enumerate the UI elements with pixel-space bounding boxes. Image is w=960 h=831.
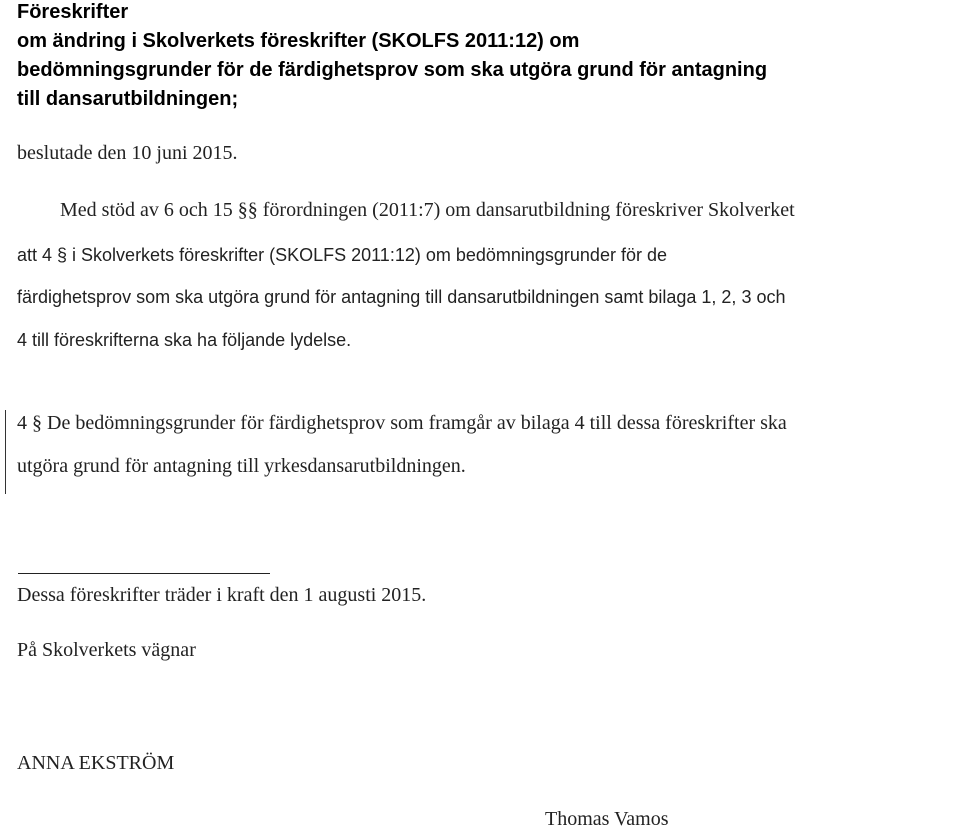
title-subline-3: till dansarutbildningen; [17, 88, 239, 110]
revision-change-bar [5, 410, 6, 494]
title-subline-1: om ändring i Skolverkets föreskrifter (SKOLFS 2011:12) om [17, 30, 580, 52]
title-subline-2: bedömningsgrunder för de färdighetsprov som ska utgöra grund för antagning [17, 59, 768, 81]
intro-line-1: Med stöd av 6 och 15 §§ förordningen (2011:7) om dansarutbildning föreskriver Skolverket [60, 199, 795, 221]
decision-date: beslutade den 10 juni 2015. [17, 142, 238, 164]
section-4-line-2: utgöra grund för antagning till yrkesdansarutbildningen. [17, 455, 466, 477]
section-4-line-1: 4 § De bedömningsgrunder för färdighetsprov som framgår av bilaga 4 till dessa föreskrifter ska [17, 412, 787, 434]
signatory-primary: ANNA EKSTRÖM [17, 752, 175, 774]
document-title: Föreskrifter [17, 1, 129, 23]
effective-date: Dessa föreskrifter träder i kraft den 1 augusti 2015. [17, 584, 427, 606]
on-behalf-line: På Skolverkets vägnar [17, 639, 196, 661]
intro-line-3: färdighetsprov som ska utgöra grund för antagning till dansarutbildningen samt bilaga 1, 2, 3 och [17, 287, 786, 307]
separator-rule [18, 573, 270, 574]
intro-line-2: att 4 § i Skolverkets föreskrifter (SKOLFS 2011:12) om bedömningsgrunder för de [17, 245, 667, 265]
intro-line-4: 4 till föreskrifterna ska ha följande lydelse. [17, 330, 352, 350]
signatory-secondary: Thomas Vamos [545, 808, 669, 830]
